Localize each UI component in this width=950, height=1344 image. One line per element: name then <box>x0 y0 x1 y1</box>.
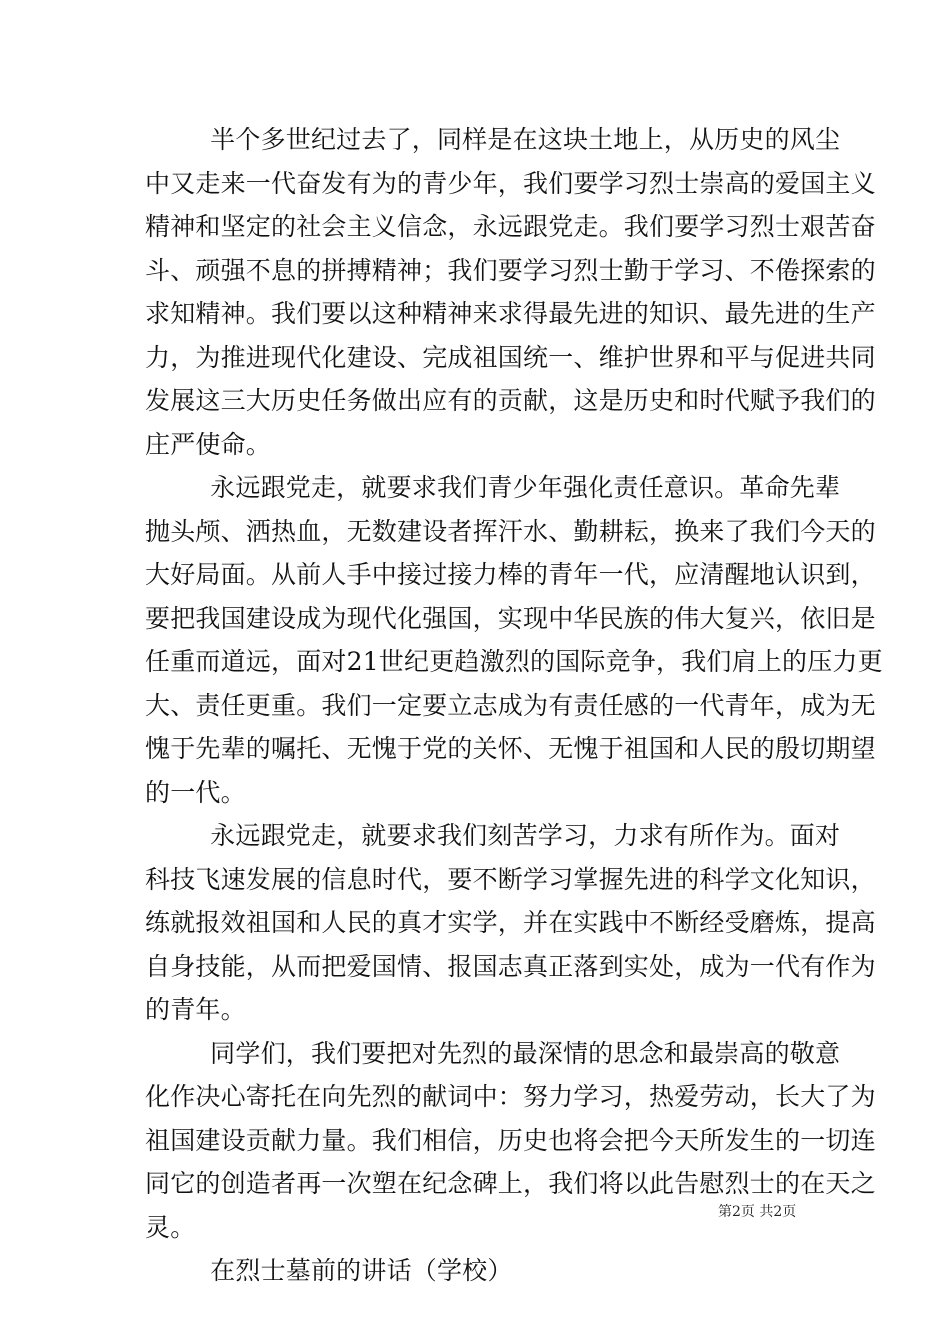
text-line: 永远跟党走，就要求我们刻苦学习，力求有所作为。面对 <box>145 821 841 850</box>
text-line: 的青年。 <box>145 995 246 1024</box>
text-line: 要把我国建设成为现代化强国，实现中华民族的伟大复兴，依旧是 <box>145 603 876 633</box>
text-line: 大、责任更重。我们一定要立志成为有责任感的一代青年，成为无 <box>145 690 876 720</box>
text-line: 大好局面。从前人手中接过接力棒的青年一代，应清醒地认识到， <box>145 560 876 589</box>
text-line: 化作决心寄托在向先烈的献词中：努力学习，热爱劳动，长大了为 <box>145 1082 876 1111</box>
text-line: 在烈士墓前的讲话（学校） <box>145 1256 513 1285</box>
text-line: 庄严使命。 <box>145 429 272 459</box>
text-line: 同它的创造者再一次塑在纪念碑上，我们将以此告慰烈士的在天之 <box>145 1169 876 1198</box>
text-line: 斗、顽强不息的拼搏精神；我们要学习烈士勤于学习、不倦探索的 <box>145 255 876 285</box>
text-line: 求知精神。我们要以这种精神来求得最先进的知识、最先进的生产 <box>145 299 876 328</box>
text-line: 半个多世纪过去了，同样是在这块土地上，从历史的风尘 <box>145 125 841 154</box>
text-line: 永远跟党走，就要求我们青少年强化责任意识。革命先辈 <box>145 473 841 502</box>
text-line: 中又走来一代奋发有为的青少年，我们要学习烈士崇高的爱国主义 <box>145 168 876 198</box>
body-text <box>145 118 883 1293</box>
text-line: 精神和坚定的社会主义信念，永远跟党走。我们要学习烈士艰苦奋 <box>145 212 876 241</box>
text-line: 科技飞速发展的信息时代，要不断学习掌握先进的科学文化知识， <box>145 864 876 894</box>
text-line: 的一代。 <box>145 777 246 807</box>
text-line: 力，为推进现代化建设、完成祖国统一、维护世界和平与促进共同 <box>145 342 876 372</box>
text-line: 祖国建设贡献力量。我们相信，历史也将会把今天所发生的一切连 <box>145 1125 876 1155</box>
text-line: 同学们，我们要把对先烈的最深情的思念和最崇高的敬意 <box>145 1038 841 1068</box>
text-line: 练就报效祖国和人民的真才实学，并在实践中不断经受磨炼，提高 <box>145 908 876 937</box>
text-line: 灵。 <box>145 1212 196 1242</box>
text-line: 自身技能，从而把爱国情、报国志真正落到实处，成为一代有作为 <box>145 951 876 981</box>
text-line: 抛头颅、洒热血，无数建设者挥汗水、勤耕耘，换来了我们今天的 <box>145 516 876 546</box>
text-line: 愧于先辈的嘱托、无愧于党的关怀、无愧于祖国和人民的殷切期望 <box>145 734 876 763</box>
text-line: 发展这三大历史任务做出应有的贡献，这是历史和时代赋予我们的 <box>145 386 876 415</box>
page-footer: 第2页 共2页 <box>718 1204 797 1220</box>
text-line: 任重而道远，面对21世纪更趋激烈的国际竞争，我们肩上的压力更 <box>145 647 883 676</box>
